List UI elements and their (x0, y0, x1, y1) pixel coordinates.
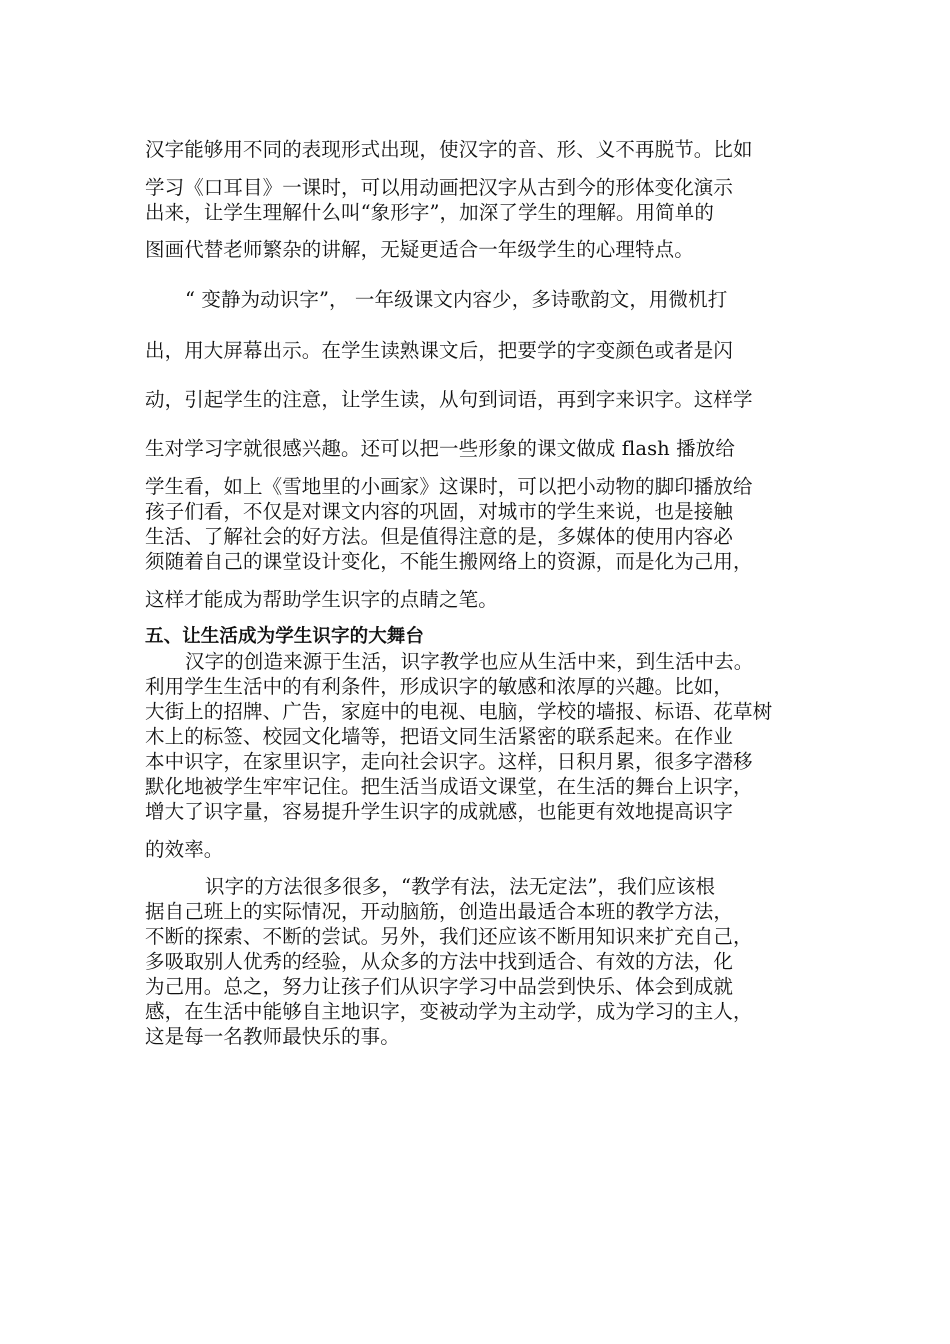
text-line: 汉字的创造来源于生活，识字教学也应从生活中来，到生活中去。 (185, 650, 754, 673)
text-line: 利用学生生活中的有利条件，形成识字的敏感和浓厚的兴趣。比如， (145, 675, 734, 698)
text-line: 出，用大屏幕出示。在学生读熟课文后，把要学的字变颜色或者是闪 (145, 339, 734, 362)
text-line: 须随着自己的课堂设计变化，不能生搬网络上的资源，而是化为己用， (145, 550, 753, 573)
text-line: 据自己班上的实际情况，开动脑筋，创造出最适合本班的教学方法， (145, 900, 734, 923)
text-line: 这样才能成为帮助学生识字的点睛之笔。 (145, 588, 498, 611)
text-line: “ 变静为动识字”， 一年级课文内容少，多诗歌韵文，用微机打 (185, 288, 728, 311)
section-heading: 五、让生活成为学生识字的大舞台 (145, 626, 425, 647)
text-line: 生活、了解社会的好方法。但是值得注意的是，多媒体的使用内容必 (145, 525, 734, 548)
text-line: 为己用。总之，努力让孩子们从识字学习中品尝到快乐、体会到成就 (145, 975, 734, 998)
text-line: 孩子们看，不仅是对课文内容的巩固，对城市的学生来说，也是接触 (145, 500, 734, 523)
text-line: 不断的探索、不断的尝试。另外，我们还应该不断用知识来扩充自己， (145, 925, 753, 948)
text-line: 感，在生活中能够自主地识字，变被动学为主动学，成为学习的主人， (145, 1000, 753, 1023)
text-line: 本中识字，在家里识字，走向社会识字。这样，日积月累，很多字潜移 (145, 750, 753, 773)
text-line: 学习《口耳目》一课时，可以用动画把汉字从古到今的形体变化演示 (145, 176, 734, 199)
text-line: 出来，让学生理解什么叫“象形字”，加深了学生的理解。用简单的 (145, 201, 714, 224)
text-line: 汉字能够用不同的表现形式出现，使汉字的音、形、义不再脱节。比如 (145, 138, 753, 161)
text-line: 生对学习字就很感兴趣。还可以把一些形象的课文做成 flash 播放给 (145, 437, 735, 460)
text-line: 识字的方法很多很多，“教学有法，法无定法”，我们应该根 (205, 875, 716, 898)
text-line: 增大了识字量，容易提升学生识字的成就感，也能更有效地提高识字 (145, 800, 734, 823)
text-line: 大街上的招牌、广告，家庭中的电视、电脑，学校的墙报、标语、花草树 (145, 700, 773, 723)
text-line: 图画代替老师繁杂的讲解，无疑更适合一年级学生的心理特点。 (145, 238, 694, 261)
text-line: 学生看，如上《雪地里的小画家》这课时，可以把小动物的脚印播放给 (145, 475, 753, 498)
text-line: 默化地被学生牢牢记住。把生活当成语文课堂，在生活的舞台上识字， (145, 775, 753, 798)
text-line: 的效率。 (145, 838, 224, 861)
text-line: 多吸取别人优秀的经验，从众多的方法中找到适合、有效的方法，化 (145, 950, 734, 973)
text-line: 木上的标签、校园文化墙等，把语文同生活紧密的联系起来。在作业 (145, 725, 734, 748)
text-line: 这是每一名教师最快乐的事。 (145, 1025, 400, 1048)
text-line: 动，引起学生的注意，让学生读，从句到词语，再到字来识字。这样学 (145, 388, 753, 411)
